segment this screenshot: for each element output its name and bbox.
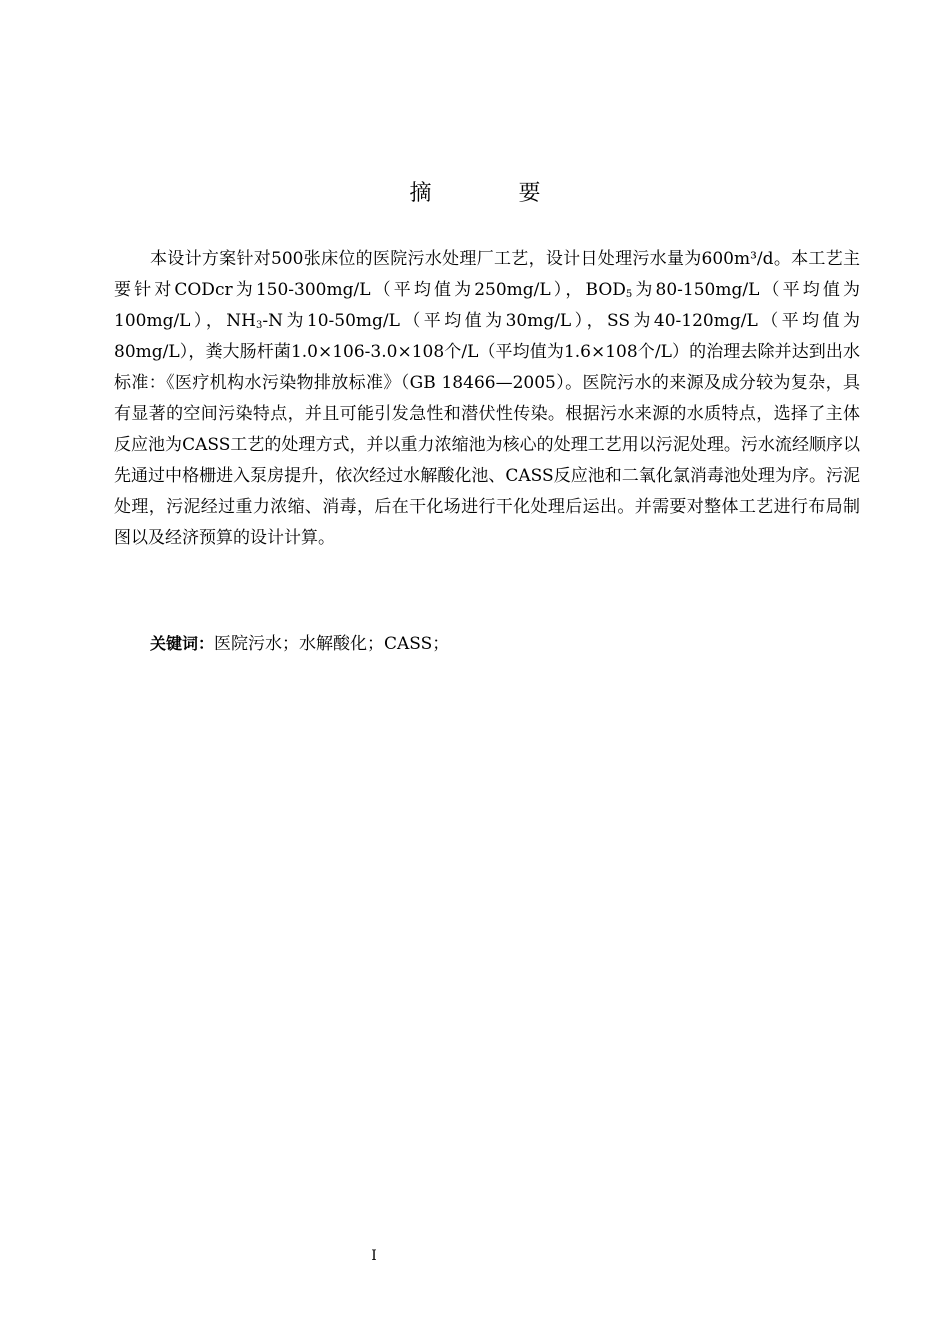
bod-subscript: 5 (625, 289, 633, 300)
abstract-paragraph (114, 244, 860, 554)
keywords-value: 医院污水；水解酸化；CASS； (214, 634, 450, 654)
abstract-text-part-1: 本设计方案针对500张床位的医院污水处理厂工艺，设计日处理污水量为600m³/d。本工艺主要针对CODcr为150-300mg/L（平均值为250mg/L），BOD (114, 249, 860, 300)
keywords-line (150, 628, 860, 660)
abstract-text-part-2: 为80-150mg/L（平均值为100mg/L），NH (114, 280, 860, 331)
keywords-label: 关键词： (150, 634, 215, 653)
abstract-text-part-3: -N为10-50mg/L（平均值为30mg/L），SS为40-120mg/L（平均值为80mg/L），粪大肠杆菌1.0×106-3.0×108个/L（平均值为1.6×108个/L）的治理去除并达到出水标准：《医疗机构水污染物排放标准》（GB 18466—2005）。医院污水的来源及成分较为复杂，具有显著的空间污染特点，并且可能引发急性和潜伏性传染。根据污水来源的水质特点，选择了主体反应池为CASS工艺的处理方式，并以重力浓缩池为核心的处理工艺用以污泥处理。污水流经顺序以先通过中格栅进入泵房提升，依次经过水解酸化池、CASS反应池和二氧化氯消毒池处理为序。污泥处理，污泥经过重力浓缩、消毒，后在干化场进行干化处理后运出。并需要对整体工艺进行布局制图以及经济预算的设计计算。 (114, 311, 860, 548)
page-number: I (371, 1248, 377, 1264)
abstract-title: 摘 要 (409, 181, 581, 206)
nh-subscript: 3 (256, 320, 263, 331)
